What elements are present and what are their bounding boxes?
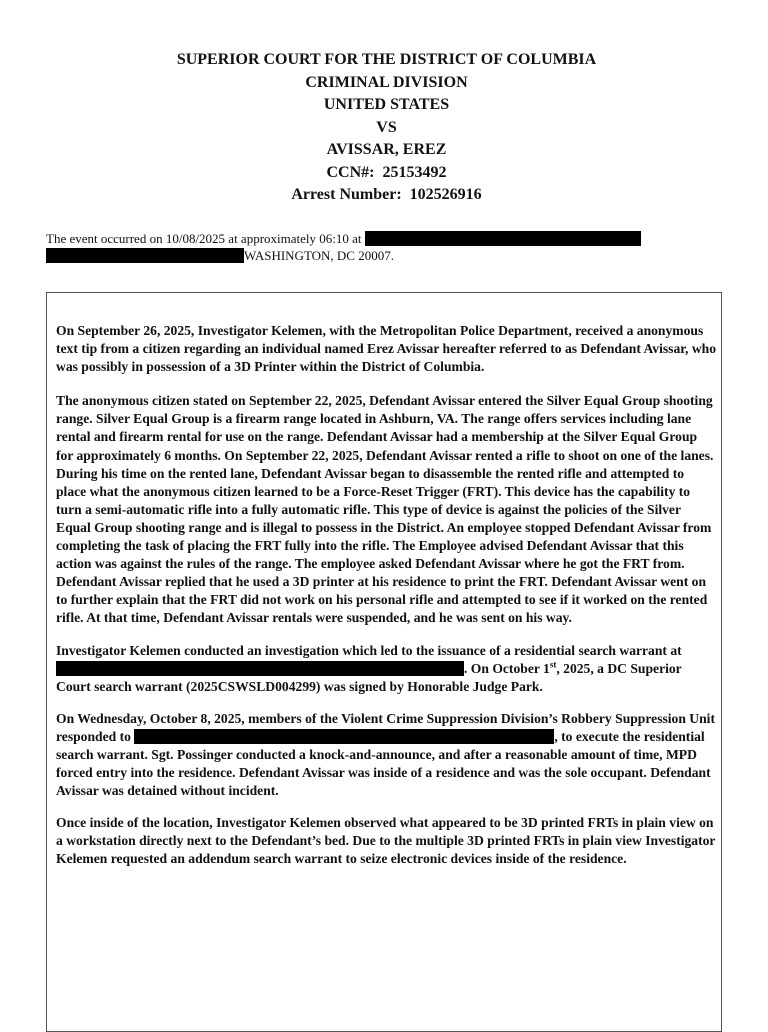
event-statement xyxy=(46,230,726,264)
redaction-bar xyxy=(365,231,641,246)
ccn-value: 25153492 xyxy=(382,163,447,181)
event-text: The event occurred on 10/08/2025 at approximately 06:10 at xyxy=(46,231,362,246)
paragraph-range-incident: The anonymous citizen stated on September 22, 2025, Defendant Avissar entered the Silver Equal Group shooting range. Silver Equal Group is a firearm range located in Ashburn, VA. The range offers services including lane rental and firearm rental for use on the range. Defendant Avissar had a membership at the Silver Equal Group for approximately 6 months. On September 22, 2025, Defendant Avissar rented a rifle to shoot on one of the lanes. During his time on the rented lane, Defendant Avissar began to disassemble the rented rifle and attempted to place what the anonymous citizen learned to be a Force-Reset Trigger (FRT). This device has the capability to turn a semi-automatic rifle into a fully automatic rifle. This type of device is against the policies of the Silver Equal Group shooting range and is illegal to possess in the District. An employee stopped Defendant Avissar from completing the task of placing the FRT fully into the rifle. The Employee advised Defendant Avissar that this action was against the rules of the range. The employee asked Defendant Avissar where he got the FRT from. Defendant Avissar replied that he used a 3D printer at his residence to print the FRT. Defendant Avissar went on to further explain that the FRT did not work on his personal rifle and attempted to see if it worked on the rented rifle. At that time, Defendant Avissar rentals were suspended, and he was sent on his way. xyxy=(56,393,714,626)
event-line-1 xyxy=(46,230,726,247)
paragraph-tip: On September 26, 2025, Investigator Kelemen, with the Metropolitan Police Department, received a anonymous text tip from a citizen regarding an individual named Erez Avissar hereafter referred to as Defendant Avissar, who was possibly in possession of a 3D Printer within the District of Columbia. xyxy=(56,323,717,375)
redaction-bar xyxy=(134,729,554,744)
paragraph-observation: Once inside of the location, Investigator Kelemen observed what appeared to be 3D printed FRTs in plain view on a workstation directly next to the Defendant’s bed. Due to the multiple 3D printed FRTs in plain view Investigator Kelemen requested an addendum search warrant to seize electronic devices inside of the residence. xyxy=(56,815,716,867)
ccn-line xyxy=(0,162,768,185)
redaction-bar xyxy=(46,248,244,263)
ccn-label: CCN#: xyxy=(326,163,375,181)
redaction-bar xyxy=(56,661,464,676)
paragraph-warrant: Investigator Kelemen conducted an investigation which led to the issuance of a residential search warrant at . On October 1st, 2025, a DC Superior Court search warrant (2025CSWSLD004299) was signed by Honorable Judge Park. xyxy=(56,642,682,694)
arrest-number-value: 102526916 xyxy=(409,186,482,203)
defendant-name: AVISSAR, EREZ xyxy=(326,141,447,158)
event-location: WASHINGTON, DC 20007. xyxy=(244,248,394,263)
paragraph-entry: On Wednesday, October 8, 2025, members of the Violent Crime Suppression Division’s Robbery Suppression Unit responded to , to execute the residential search warrant. Sgt. Possinger conducted a knock-and-announce, and after a reasonable amount of time, MPD forced entry into the residence. Defendant Avissar was inside of a residence and was the sole occupant. Defendant Avissar was detained without incident. xyxy=(56,710,715,799)
arrest-number-label: Arrest Number: xyxy=(291,186,402,203)
plaintiff-name: UNITED STATES xyxy=(323,96,450,113)
division-name: CRIMINAL DIVISION xyxy=(305,73,468,91)
event-line-2 xyxy=(46,247,726,264)
arrest-number-line xyxy=(0,184,768,207)
case-header xyxy=(0,49,768,207)
versus-label: VS xyxy=(376,118,397,136)
narrative-text xyxy=(56,322,716,883)
court-name: SUPERIOR COURT FOR THE DISTRICT OF COLUMBIA xyxy=(176,51,597,68)
